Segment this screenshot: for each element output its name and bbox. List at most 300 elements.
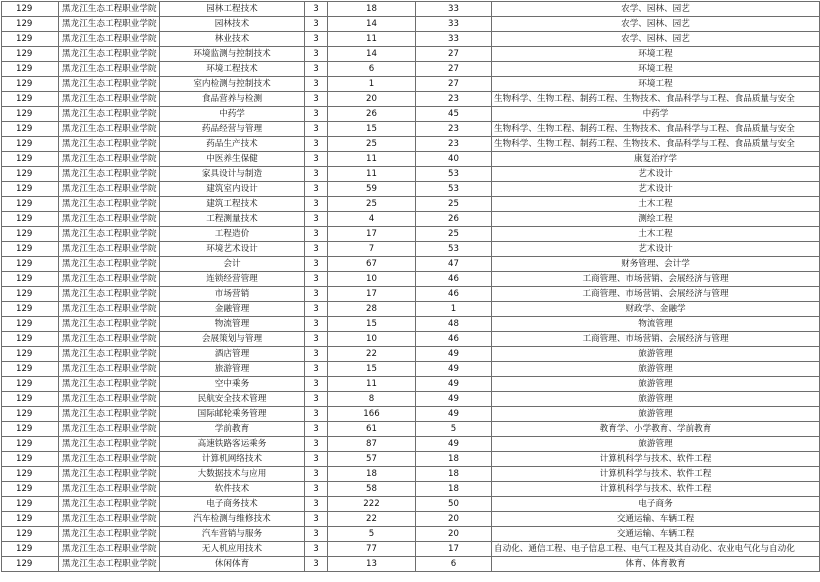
cell-school-code: 129: [2, 497, 59, 512]
cell-category: 计算机科学与技术、软件工程: [492, 467, 820, 482]
cell-plan-count: 18: [328, 2, 416, 17]
cell-major: 环境艺术设计: [160, 242, 305, 257]
cell-years: 3: [305, 317, 328, 332]
cell-category-code: 23: [416, 92, 492, 107]
cell-school-name: 黑龙江生态工程职业学院: [59, 497, 160, 512]
cell-category-code: 49: [416, 362, 492, 377]
cell-category: 农学、园林、园艺: [492, 32, 820, 47]
cell-plan-count: 222: [328, 497, 416, 512]
cell-plan-count: 20: [328, 92, 416, 107]
cell-school-name: 黑龙江生态工程职业学院: [59, 122, 160, 137]
cell-school-code: 129: [2, 557, 59, 572]
cell-category-code: 25: [416, 197, 492, 212]
cell-plan-count: 11: [328, 32, 416, 47]
cell-years: 3: [305, 527, 328, 542]
cell-major: 金融管理: [160, 302, 305, 317]
cell-plan-count: 26: [328, 107, 416, 122]
cell-years: 3: [305, 137, 328, 152]
cell-category: 中药学: [492, 107, 820, 122]
cell-plan-count: 22: [328, 347, 416, 362]
table-row: [2, 197, 820, 212]
cell-school-code: 129: [2, 362, 59, 377]
cell-years: 3: [305, 197, 328, 212]
table-row: [2, 377, 820, 392]
table-row: [2, 527, 820, 542]
cell-major: 林业技术: [160, 32, 305, 47]
cell-category-code: 49: [416, 392, 492, 407]
cell-category: 生物科学、生物工程、制药工程、生物技术、食品科学与工程、食品质量与安全: [492, 92, 820, 107]
cell-years: 3: [305, 287, 328, 302]
cell-school-code: 129: [2, 152, 59, 167]
cell-major: 环境工程技术: [160, 62, 305, 77]
cell-category-code: 17: [416, 542, 492, 557]
cell-category-code: 53: [416, 182, 492, 197]
cell-major: 电子商务技术: [160, 497, 305, 512]
cell-school-name: 黑龙江生态工程职业学院: [59, 77, 160, 92]
cell-school-code: 129: [2, 122, 59, 137]
cell-years: 3: [305, 362, 328, 377]
cell-category-code: 18: [416, 452, 492, 467]
cell-school-code: 129: [2, 437, 59, 452]
cell-school-code: 129: [2, 452, 59, 467]
table-body: [2, 2, 820, 572]
cell-years: 3: [305, 2, 328, 17]
table-row: [2, 287, 820, 302]
cell-years: 3: [305, 62, 328, 77]
cell-category: 土木工程: [492, 197, 820, 212]
cell-category-code: 40: [416, 152, 492, 167]
cell-school-code: 129: [2, 392, 59, 407]
cell-category: 环境工程: [492, 77, 820, 92]
cell-plan-count: 15: [328, 362, 416, 377]
cell-school-name: 黑龙江生态工程职业学院: [59, 107, 160, 122]
cell-school-code: 129: [2, 182, 59, 197]
table-row: [2, 482, 820, 497]
cell-years: 3: [305, 407, 328, 422]
cell-major: 高速铁路客运乘务: [160, 437, 305, 452]
cell-years: 3: [305, 377, 328, 392]
cell-category: 康复治疗学: [492, 152, 820, 167]
cell-plan-count: 77: [328, 542, 416, 557]
cell-category-code: 48: [416, 317, 492, 332]
table-row: [2, 437, 820, 452]
cell-school-name: 黑龙江生态工程职业学院: [59, 332, 160, 347]
cell-plan-count: 17: [328, 287, 416, 302]
cell-school-code: 129: [2, 257, 59, 272]
cell-school-name: 黑龙江生态工程职业学院: [59, 212, 160, 227]
cell-plan-count: 22: [328, 512, 416, 527]
cell-school-name: 黑龙江生态工程职业学院: [59, 392, 160, 407]
cell-category-code: 33: [416, 17, 492, 32]
cell-years: 3: [305, 422, 328, 437]
cell-major: 环境监测与控制技术: [160, 47, 305, 62]
cell-school-code: 129: [2, 467, 59, 482]
cell-major: 会展策划与管理: [160, 332, 305, 347]
cell-plan-count: 15: [328, 317, 416, 332]
cell-school-name: 黑龙江生态工程职业学院: [59, 512, 160, 527]
cell-years: 3: [305, 32, 328, 47]
cell-major: 建筑室内设计: [160, 182, 305, 197]
cell-category: 工商管理、市场营销、会展经济与管理: [492, 332, 820, 347]
cell-major: 学前教育: [160, 422, 305, 437]
cell-school-name: 黑龙江生态工程职业学院: [59, 167, 160, 182]
cell-school-code: 129: [2, 77, 59, 92]
table-row: [2, 2, 820, 17]
cell-school-name: 黑龙江生态工程职业学院: [59, 542, 160, 557]
cell-school-name: 黑龙江生态工程职业学院: [59, 317, 160, 332]
cell-years: 3: [305, 227, 328, 242]
cell-major: 家具设计与制造: [160, 167, 305, 182]
cell-plan-count: 13: [328, 557, 416, 572]
cell-major: 汽车检测与维修技术: [160, 512, 305, 527]
cell-major: 会计: [160, 257, 305, 272]
cell-category: 测绘工程: [492, 212, 820, 227]
cell-school-name: 黑龙江生态工程职业学院: [59, 47, 160, 62]
cell-school-code: 129: [2, 2, 59, 17]
cell-category: 工商管理、市场营销、会展经济与管理: [492, 272, 820, 287]
cell-major: 市场营销: [160, 287, 305, 302]
cell-plan-count: 58: [328, 482, 416, 497]
cell-school-code: 129: [2, 242, 59, 257]
cell-major: 连锁经营管理: [160, 272, 305, 287]
cell-plan-count: 1: [328, 77, 416, 92]
cell-school-name: 黑龙江生态工程职业学院: [59, 257, 160, 272]
cell-plan-count: 6: [328, 62, 416, 77]
table-row: [2, 407, 820, 422]
cell-years: 3: [305, 152, 328, 167]
cell-major: 食品营养与检测: [160, 92, 305, 107]
cell-category-code: 46: [416, 287, 492, 302]
cell-school-code: 129: [2, 32, 59, 47]
cell-school-code: 129: [2, 512, 59, 527]
cell-years: 3: [305, 242, 328, 257]
cell-plan-count: 7: [328, 242, 416, 257]
cell-years: 3: [305, 77, 328, 92]
cell-category: 计算机科学与技术、软件工程: [492, 452, 820, 467]
cell-category-code: 25: [416, 227, 492, 242]
cell-school-code: 129: [2, 47, 59, 62]
cell-school-name: 黑龙江生态工程职业学院: [59, 437, 160, 452]
cell-years: 3: [305, 542, 328, 557]
cell-years: 3: [305, 467, 328, 482]
cell-plan-count: 87: [328, 437, 416, 452]
table-row: [2, 152, 820, 167]
cell-category-code: 46: [416, 332, 492, 347]
cell-category-code: 27: [416, 77, 492, 92]
cell-plan-count: 67: [328, 257, 416, 272]
cell-category-code: 18: [416, 467, 492, 482]
cell-category: 生物科学、生物工程、制药工程、生物技术、食品科学与工程、食品质量与安全: [492, 137, 820, 152]
cell-major: 无人机应用技术: [160, 542, 305, 557]
cell-school-name: 黑龙江生态工程职业学院: [59, 452, 160, 467]
cell-school-name: 黑龙江生态工程职业学院: [59, 62, 160, 77]
cell-years: 3: [305, 452, 328, 467]
table-row: [2, 362, 820, 377]
cell-school-code: 129: [2, 407, 59, 422]
table-row: [2, 452, 820, 467]
cell-years: 3: [305, 122, 328, 137]
table-row: [2, 272, 820, 287]
cell-category-code: 27: [416, 62, 492, 77]
cell-school-name: 黑龙江生态工程职业学院: [59, 302, 160, 317]
cell-school-name: 黑龙江生态工程职业学院: [59, 197, 160, 212]
cell-school-name: 黑龙江生态工程职业学院: [59, 422, 160, 437]
cell-category-code: 46: [416, 272, 492, 287]
cell-years: 3: [305, 482, 328, 497]
cell-category: 旅游管理: [492, 437, 820, 452]
cell-category-code: 27: [416, 47, 492, 62]
table-row: [2, 122, 820, 137]
cell-plan-count: 15: [328, 122, 416, 137]
cell-school-name: 黑龙江生态工程职业学院: [59, 287, 160, 302]
cell-school-code: 129: [2, 92, 59, 107]
cell-years: 3: [305, 347, 328, 362]
cell-plan-count: 11: [328, 152, 416, 167]
cell-school-code: 129: [2, 197, 59, 212]
cell-category-code: 45: [416, 107, 492, 122]
cell-school-code: 129: [2, 302, 59, 317]
table-row: [2, 107, 820, 122]
cell-major: 园林技术: [160, 17, 305, 32]
cell-major: 酒店管理: [160, 347, 305, 362]
cell-school-name: 黑龙江生态工程职业学院: [59, 272, 160, 287]
cell-school-name: 黑龙江生态工程职业学院: [59, 32, 160, 47]
cell-category-code: 23: [416, 137, 492, 152]
cell-major: 国际邮轮乘务管理: [160, 407, 305, 422]
cell-category-code: 20: [416, 512, 492, 527]
cell-school-name: 黑龙江生态工程职业学院: [59, 377, 160, 392]
cell-category-code: 33: [416, 2, 492, 17]
cell-category: 土木工程: [492, 227, 820, 242]
table-row: [2, 182, 820, 197]
table-row: [2, 512, 820, 527]
cell-school-code: 129: [2, 62, 59, 77]
cell-plan-count: 14: [328, 47, 416, 62]
cell-category-code: 20: [416, 527, 492, 542]
cell-plan-count: 5: [328, 527, 416, 542]
cell-plan-count: 10: [328, 272, 416, 287]
cell-category: 环境工程: [492, 47, 820, 62]
cell-years: 3: [305, 257, 328, 272]
table-row: [2, 332, 820, 347]
cell-category: 自动化、通信工程、电子信息工程、电气工程及其自动化、农业电气化与自动化: [492, 542, 820, 557]
table-row: [2, 557, 820, 572]
cell-school-name: 黑龙江生态工程职业学院: [59, 242, 160, 257]
cell-category-code: 50: [416, 497, 492, 512]
cell-years: 3: [305, 557, 328, 572]
cell-major: 药品生产技术: [160, 137, 305, 152]
cell-category-code: 26: [416, 212, 492, 227]
cell-category-code: 18: [416, 482, 492, 497]
cell-major: 建筑工程技术: [160, 197, 305, 212]
cell-category-code: 53: [416, 167, 492, 182]
cell-category-code: 23: [416, 122, 492, 137]
cell-school-name: 黑龙江生态工程职业学院: [59, 152, 160, 167]
table-row: [2, 467, 820, 482]
cell-school-code: 129: [2, 542, 59, 557]
cell-school-code: 129: [2, 332, 59, 347]
cell-plan-count: 61: [328, 422, 416, 437]
table-row: [2, 257, 820, 272]
cell-category: 艺术设计: [492, 242, 820, 257]
cell-category: 交通运输、车辆工程: [492, 512, 820, 527]
cell-plan-count: 11: [328, 167, 416, 182]
cell-major: 工程测量技术: [160, 212, 305, 227]
cell-plan-count: 59: [328, 182, 416, 197]
cell-category: 旅游管理: [492, 392, 820, 407]
cell-plan-count: 57: [328, 452, 416, 467]
cell-years: 3: [305, 332, 328, 347]
cell-major: 软件技术: [160, 482, 305, 497]
cell-years: 3: [305, 17, 328, 32]
table-row: [2, 62, 820, 77]
cell-years: 3: [305, 47, 328, 62]
cell-major: 计算机网络技术: [160, 452, 305, 467]
cell-category: 计算机科学与技术、软件工程: [492, 482, 820, 497]
cell-school-code: 129: [2, 347, 59, 362]
cell-category: 旅游管理: [492, 407, 820, 422]
cell-category: 农学、园林、园艺: [492, 17, 820, 32]
cell-category: 电子商务: [492, 497, 820, 512]
cell-school-name: 黑龙江生态工程职业学院: [59, 92, 160, 107]
cell-category: 旅游管理: [492, 347, 820, 362]
cell-major: 药品经营与管理: [160, 122, 305, 137]
cell-plan-count: 18: [328, 467, 416, 482]
table-row: [2, 167, 820, 182]
table-row: [2, 17, 820, 32]
cell-category-code: 49: [416, 407, 492, 422]
cell-years: 3: [305, 212, 328, 227]
cell-major: 中药学: [160, 107, 305, 122]
cell-years: 3: [305, 302, 328, 317]
cell-school-code: 129: [2, 482, 59, 497]
cell-school-code: 129: [2, 422, 59, 437]
cell-plan-count: 25: [328, 137, 416, 152]
cell-category: 体育、体育教育: [492, 557, 820, 572]
cell-category-code: 1: [416, 302, 492, 317]
cell-major: 室内检测与控制技术: [160, 77, 305, 92]
cell-school-name: 黑龙江生态工程职业学院: [59, 407, 160, 422]
cell-major: 物流管理: [160, 317, 305, 332]
cell-school-code: 129: [2, 377, 59, 392]
cell-school-code: 129: [2, 227, 59, 242]
cell-major: 大数据技术与应用: [160, 467, 305, 482]
cell-school-code: 129: [2, 527, 59, 542]
cell-plan-count: 14: [328, 17, 416, 32]
cell-school-code: 129: [2, 17, 59, 32]
cell-school-code: 129: [2, 212, 59, 227]
cell-years: 3: [305, 92, 328, 107]
cell-school-code: 129: [2, 272, 59, 287]
cell-school-name: 黑龙江生态工程职业学院: [59, 137, 160, 152]
cell-major: 中医养生保健: [160, 152, 305, 167]
cell-category: 农学、园林、园艺: [492, 2, 820, 17]
cell-category: 财政学、金融学: [492, 302, 820, 317]
cell-school-code: 129: [2, 317, 59, 332]
cell-plan-count: 4: [328, 212, 416, 227]
cell-plan-count: 25: [328, 197, 416, 212]
table-row: [2, 92, 820, 107]
cell-plan-count: 28: [328, 302, 416, 317]
cell-school-name: 黑龙江生态工程职业学院: [59, 527, 160, 542]
cell-school-name: 黑龙江生态工程职业学院: [59, 182, 160, 197]
cell-major: 民航安全技术管理: [160, 392, 305, 407]
cell-major: 休闲体育: [160, 557, 305, 572]
cell-plan-count: 10: [328, 332, 416, 347]
cell-category: 工商管理、市场营销、会展经济与管理: [492, 287, 820, 302]
cell-school-name: 黑龙江生态工程职业学院: [59, 467, 160, 482]
cell-category: 环境工程: [492, 62, 820, 77]
cell-category: 交通运输、车辆工程: [492, 527, 820, 542]
cell-plan-count: 8: [328, 392, 416, 407]
table-row: [2, 497, 820, 512]
cell-school-code: 129: [2, 107, 59, 122]
cell-major: 工程造价: [160, 227, 305, 242]
cell-plan-count: 17: [328, 227, 416, 242]
cell-school-name: 黑龙江生态工程职业学院: [59, 482, 160, 497]
cell-school-name: 黑龙江生态工程职业学院: [59, 347, 160, 362]
cell-school-code: 129: [2, 167, 59, 182]
cell-years: 3: [305, 512, 328, 527]
cell-school-name: 黑龙江生态工程职业学院: [59, 2, 160, 17]
cell-category-code: 5: [416, 422, 492, 437]
cell-category-code: 33: [416, 32, 492, 47]
cell-school-code: 129: [2, 137, 59, 152]
cell-years: 3: [305, 167, 328, 182]
cell-major: 空中乘务: [160, 377, 305, 392]
table-row: [2, 317, 820, 332]
cell-category-code: 49: [416, 347, 492, 362]
cell-years: 3: [305, 497, 328, 512]
cell-category-code: 53: [416, 242, 492, 257]
table-row: [2, 227, 820, 242]
cell-category-code: 49: [416, 437, 492, 452]
cell-category: 财务管理、会计学: [492, 257, 820, 272]
cell-school-name: 黑龙江生态工程职业学院: [59, 17, 160, 32]
cell-years: 3: [305, 272, 328, 287]
table-row: [2, 77, 820, 92]
table-row: [2, 392, 820, 407]
enrollment-table: [1, 1, 820, 572]
table-row: [2, 542, 820, 557]
cell-category: 生物科学、生物工程、制药工程、生物技术、食品科学与工程、食品质量与安全: [492, 122, 820, 137]
cell-major: 汽车营销与服务: [160, 527, 305, 542]
cell-school-name: 黑龙江生态工程职业学院: [59, 227, 160, 242]
cell-school-name: 黑龙江生态工程职业学院: [59, 557, 160, 572]
table-row: [2, 347, 820, 362]
table-row: [2, 422, 820, 437]
cell-category: 旅游管理: [492, 362, 820, 377]
cell-years: 3: [305, 182, 328, 197]
table-row: [2, 302, 820, 317]
cell-plan-count: 166: [328, 407, 416, 422]
table-row: [2, 32, 820, 47]
cell-years: 3: [305, 437, 328, 452]
cell-category: 教育学、小学教育、学前教育: [492, 422, 820, 437]
table-row: [2, 137, 820, 152]
cell-category-code: 6: [416, 557, 492, 572]
table-row: [2, 212, 820, 227]
table-row: [2, 242, 820, 257]
cell-school-name: 黑龙江生态工程职业学院: [59, 362, 160, 377]
cell-major: 园林工程技术: [160, 2, 305, 17]
cell-category: 艺术设计: [492, 167, 820, 182]
cell-category: 物流管理: [492, 317, 820, 332]
cell-major: 旅游管理: [160, 362, 305, 377]
cell-plan-count: 11: [328, 377, 416, 392]
cell-years: 3: [305, 392, 328, 407]
cell-category: 旅游管理: [492, 377, 820, 392]
